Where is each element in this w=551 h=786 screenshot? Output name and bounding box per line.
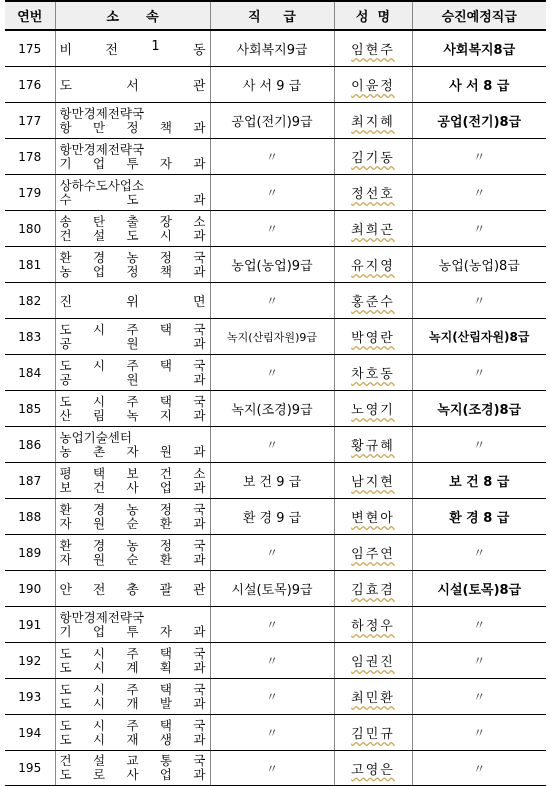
promotion-grade: 〃 <box>412 427 546 463</box>
department-cell <box>55 67 210 103</box>
current-grade: 〃 <box>210 751 334 786</box>
promotion-grade: 〃 <box>412 211 546 247</box>
department-name: 안 전 총 괄 관 <box>59 583 206 598</box>
current-grade: 환 경 9 급 <box>210 499 334 535</box>
department-bureau: 상하수도사업소 <box>59 177 145 193</box>
row-number: 192 <box>5 643 55 679</box>
header-grade: 직 급 <box>210 1 334 30</box>
department-cell <box>55 391 210 427</box>
row-number: 177 <box>5 103 55 139</box>
department-cell <box>55 103 210 139</box>
department-division: 기 업 투 자 과 <box>59 155 206 171</box>
department-division: 항 만 정 책 과 <box>59 119 206 135</box>
department-cell <box>55 535 210 571</box>
employee-name: 최희곤 <box>334 211 412 247</box>
employee-name: 김민규 <box>334 715 412 751</box>
department-bureau: 환 경 농 정 국 <box>59 501 206 517</box>
department-bureau: 도 시 주 택 국 <box>59 717 206 733</box>
table-row <box>5 139 546 175</box>
department-stack <box>56 107 210 135</box>
department-stack <box>56 215 210 243</box>
department-stack <box>56 503 210 531</box>
promotion-grade: 농업(농업)8급 <box>412 247 546 283</box>
department-cell <box>55 247 210 283</box>
current-grade: 〃 <box>210 535 334 571</box>
employee-name: 노영기 <box>334 391 412 427</box>
table-row <box>5 67 546 103</box>
department-cell <box>55 607 210 643</box>
table-row <box>5 751 546 786</box>
department-division: 공 원 과 <box>59 335 206 351</box>
table-row <box>5 103 546 139</box>
row-number: 189 <box>5 535 55 571</box>
table-row <box>5 175 546 211</box>
department-division: 산 림 녹 지 과 <box>59 407 206 423</box>
department-division: 자 원 순 환 과 <box>59 551 206 567</box>
table-row <box>5 499 546 535</box>
employee-name: 김기동 <box>334 139 412 175</box>
department-cell <box>55 283 210 319</box>
employee-name: 차호동 <box>334 355 412 391</box>
employee-name: 하정우 <box>334 607 412 643</box>
current-grade: 〃 <box>210 607 334 643</box>
department-bureau: 항만경제전략국 <box>59 105 145 121</box>
table-row <box>5 643 546 679</box>
department-division: 건 설 도 시 과 <box>59 227 206 243</box>
row-number: 187 <box>5 463 55 499</box>
row-number: 190 <box>5 571 55 607</box>
department-division: 도 시 재 생 과 <box>59 731 206 747</box>
department-stack <box>56 179 210 207</box>
current-grade: 〃 <box>210 139 334 175</box>
department-cell <box>55 30 210 67</box>
promotion-grade: 〃 <box>412 679 546 715</box>
header-promo: 승진예정직급 <box>412 1 546 30</box>
department-bureau: 항만경제전략국 <box>59 141 145 157</box>
department-stack <box>56 611 210 639</box>
department-bureau: 송 탄 출 장 소 <box>59 213 206 229</box>
department-division: 수 도 과 <box>59 191 206 207</box>
department-cell <box>55 499 210 535</box>
department-cell <box>55 175 210 211</box>
table-row <box>5 679 546 715</box>
department-bureau: 도 시 주 택 국 <box>59 393 206 409</box>
department-division: 도 시 개 발 과 <box>59 695 206 711</box>
promotion-grade: 〃 <box>412 607 546 643</box>
current-grade: 시설(토목)9급 <box>210 571 334 607</box>
department-stack <box>56 323 210 351</box>
table-row <box>5 391 546 427</box>
department-bureau: 농업기술센터 <box>59 429 132 445</box>
current-grade: 〃 <box>210 175 334 211</box>
promotion-grade: 〃 <box>412 355 546 391</box>
department-division: 도 로 사 업 과 <box>59 767 206 782</box>
employee-name: 정선호 <box>334 175 412 211</box>
department-bureau: 도 시 주 택 국 <box>59 645 206 661</box>
employee-name: 홍준수 <box>334 283 412 319</box>
department-bureau: 도 시 주 택 국 <box>59 321 206 337</box>
promotion-table <box>5 0 546 786</box>
department-stack <box>56 754 210 782</box>
current-grade: 〃 <box>210 355 334 391</box>
department-division: 농 촌 자 원 과 <box>59 443 206 459</box>
current-grade: 〃 <box>210 427 334 463</box>
table-row <box>5 535 546 571</box>
row-number: 181 <box>5 247 55 283</box>
department-name: 진 위 면 <box>59 295 206 310</box>
department-cell <box>55 139 210 175</box>
table-row <box>5 607 546 643</box>
employee-name: 유지영 <box>334 247 412 283</box>
promotion-grade: 녹지(조경)8급 <box>412 391 546 427</box>
department-cell <box>55 211 210 247</box>
current-grade: 사회복지9급 <box>210 30 334 67</box>
department-cell <box>55 427 210 463</box>
department-bureau: 환 경 농 정 국 <box>59 537 206 553</box>
table-row <box>5 283 546 319</box>
current-grade: 녹지(산림자원)9급 <box>210 319 334 355</box>
current-grade: 보 건 9 급 <box>210 463 334 499</box>
table-row <box>5 319 546 355</box>
employee-name: 임주연 <box>334 535 412 571</box>
table-row <box>5 571 546 607</box>
current-grade: 〃 <box>210 283 334 319</box>
table-row <box>5 247 546 283</box>
table-row <box>5 30 546 67</box>
promotion-grade: 〃 <box>412 751 546 786</box>
row-number: 184 <box>5 355 55 391</box>
promotion-grade: 녹지(산림자원)8급 <box>412 319 546 355</box>
row-number: 194 <box>5 715 55 751</box>
department-stack <box>56 251 210 279</box>
row-number: 188 <box>5 499 55 535</box>
current-grade: 〃 <box>210 211 334 247</box>
department-division: 농 업 정 책 과 <box>59 263 206 279</box>
department-stack <box>56 539 210 567</box>
promotion-grade: 〃 <box>412 139 546 175</box>
department-division: 도 시 계 획 과 <box>59 659 206 675</box>
row-number: 180 <box>5 211 55 247</box>
row-number: 183 <box>5 319 55 355</box>
current-grade: 공업(전기)9급 <box>210 103 334 139</box>
department-bureau: 평 택 보 건 소 <box>59 465 206 481</box>
department-bureau: 도 시 주 택 국 <box>59 681 206 697</box>
department-cell <box>55 571 210 607</box>
promotion-grade: 사 서 8 급 <box>412 67 546 103</box>
department-name: 도 서 관 <box>59 79 206 94</box>
employee-name: 변현아 <box>334 499 412 535</box>
promotion-grade: 〃 <box>412 715 546 751</box>
row-number: 175 <box>5 30 55 67</box>
employee-name: 남지현 <box>334 463 412 499</box>
header-name: 성 명 <box>334 1 412 30</box>
current-grade: 녹지(조경)9급 <box>210 391 334 427</box>
promotion-grade: 사회복지8급 <box>412 30 546 67</box>
employee-name: 이윤정 <box>334 67 412 103</box>
current-grade: 〃 <box>210 679 334 715</box>
header-row <box>5 1 546 30</box>
table-row <box>5 355 546 391</box>
employee-name: 황규혜 <box>334 427 412 463</box>
row-number: 195 <box>5 751 55 786</box>
department-bureau: 환 경 농 정 국 <box>59 249 206 265</box>
department-division: 자 원 순 환 과 <box>59 515 206 531</box>
row-number: 176 <box>5 67 55 103</box>
promotion-grade: 〃 <box>412 643 546 679</box>
promotion-grade: 시설(토목)8급 <box>412 571 546 607</box>
current-grade: 〃 <box>210 643 334 679</box>
department-division: 기 업 투 자 과 <box>59 623 206 639</box>
promotion-grade: 〃 <box>412 175 546 211</box>
row-number: 179 <box>5 175 55 211</box>
department-stack <box>56 431 210 459</box>
department-cell <box>55 751 210 786</box>
department-cell <box>55 715 210 751</box>
employee-name: 임권진 <box>334 643 412 679</box>
employee-name: 박영란 <box>334 319 412 355</box>
department-cell <box>55 643 210 679</box>
promotion-grade: 〃 <box>412 535 546 571</box>
row-number: 193 <box>5 679 55 715</box>
department-division: 공 원 과 <box>59 371 206 387</box>
department-cell <box>55 355 210 391</box>
header-no: 연번 <box>5 1 55 30</box>
department-bureau: 도 시 주 택 국 <box>59 357 206 373</box>
promotion-grade: 공업(전기)8급 <box>412 103 546 139</box>
employee-name: 고영은 <box>334 751 412 786</box>
employee-name: 최지혜 <box>334 103 412 139</box>
employee-name: 김효겸 <box>334 571 412 607</box>
row-number: 186 <box>5 427 55 463</box>
table-row <box>5 211 546 247</box>
department-cell <box>55 463 210 499</box>
row-number: 185 <box>5 391 55 427</box>
row-number: 182 <box>5 283 55 319</box>
department-stack <box>56 395 210 423</box>
current-grade: 사 서 9 급 <box>210 67 334 103</box>
row-number: 178 <box>5 139 55 175</box>
department-bureau: 항만경제전략국 <box>59 609 145 625</box>
department-stack <box>56 467 210 495</box>
header-dept: 소 속 <box>55 1 210 30</box>
promotion-table-container <box>5 0 546 786</box>
table-body <box>5 30 546 786</box>
promotion-grade: 보 건 8 급 <box>412 463 546 499</box>
row-number: 191 <box>5 607 55 643</box>
department-stack <box>56 359 210 387</box>
table-row <box>5 715 546 751</box>
current-grade: 농업(농업)9급 <box>210 247 334 283</box>
table-row <box>5 463 546 499</box>
department-division: 보 건 사 업 과 <box>59 479 206 495</box>
table-row <box>5 427 546 463</box>
department-cell <box>55 319 210 355</box>
promotion-grade: 환 경 8 급 <box>412 499 546 535</box>
employee-name: 임현주 <box>334 30 412 67</box>
department-cell <box>55 679 210 715</box>
current-grade: 〃 <box>210 715 334 751</box>
department-name: 비 전 1 동 <box>59 39 206 58</box>
employee-name: 최민환 <box>334 679 412 715</box>
promotion-grade: 〃 <box>412 283 546 319</box>
department-stack <box>56 719 210 747</box>
department-stack <box>56 683 210 711</box>
department-stack <box>56 647 210 675</box>
department-stack <box>56 143 210 171</box>
department-bureau: 건 설 교 통 국 <box>59 753 206 768</box>
